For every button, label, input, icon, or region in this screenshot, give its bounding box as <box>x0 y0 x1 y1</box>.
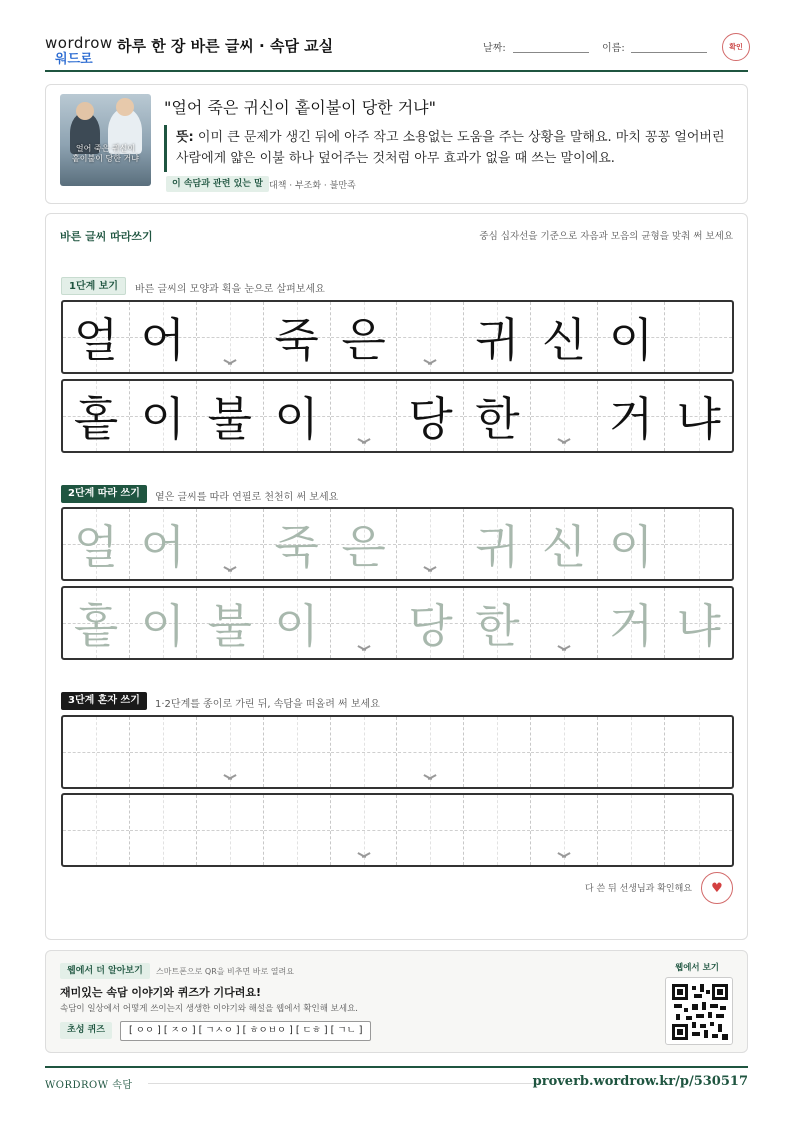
syllable: 당 <box>408 392 453 446</box>
writing-cell <box>197 302 264 372</box>
syllable: 어 <box>140 520 186 574</box>
proverb-card <box>45 84 748 204</box>
writing-cell[interactable] <box>331 717 398 787</box>
writing-cell[interactable] <box>598 588 665 658</box>
date-label: 날짜: <box>483 43 506 54</box>
writing-cell[interactable] <box>665 509 732 579</box>
syllable: 어 <box>140 313 186 367</box>
blank-row-1[interactable] <box>61 715 734 789</box>
trace-row-1[interactable] <box>61 507 734 581</box>
logo-subtext: 워드로 <box>55 52 93 67</box>
writing-cell[interactable] <box>130 795 197 865</box>
writing-cell <box>398 302 465 372</box>
writing-cell[interactable] <box>398 509 465 579</box>
writing-cell <box>598 302 665 372</box>
practice-hint: 중심 십자선을 기준으로 자음과 모음의 균형을 맞춰 써 보세요 <box>479 231 733 242</box>
syllable: 한 <box>475 392 520 446</box>
meaning-accent-bar <box>164 125 167 172</box>
syllable: 은 <box>341 520 386 574</box>
space-marker-icon <box>557 852 571 859</box>
confirm-stamp-icon <box>722 33 750 61</box>
logo-text: wordrow <box>45 34 113 52</box>
name-label: 이름: <box>602 43 625 54</box>
writing-cell[interactable] <box>130 588 197 658</box>
writing-cell[interactable] <box>398 717 465 787</box>
practice-title: 바른 글씨 따라쓰기 <box>60 230 153 243</box>
caption-line-1: 얼어 죽은 귀신이 <box>75 144 136 153</box>
writing-cell[interactable] <box>331 588 398 658</box>
writing-cell[interactable] <box>197 717 264 787</box>
space-marker-icon <box>423 566 437 573</box>
syllable: 홑 <box>73 392 119 446</box>
step-3-badge: 3단계 혼자 쓰기 <box>61 692 147 710</box>
writing-cell[interactable] <box>598 795 665 865</box>
writing-cell <box>130 381 197 451</box>
writing-cell[interactable] <box>398 588 465 658</box>
space-marker-icon <box>357 438 371 445</box>
qr-code-icon <box>672 984 728 1040</box>
proverb-meaning <box>176 127 736 169</box>
writing-cell <box>264 381 331 451</box>
writing-cell <box>331 302 398 372</box>
writing-cell[interactable] <box>63 717 130 787</box>
writing-cell[interactable] <box>63 795 130 865</box>
syllable: 얼 <box>73 313 119 367</box>
syllable: 당 <box>408 599 453 653</box>
web-subtext: 스마트폰으로 QR을 비추면 바로 열려요 <box>156 967 294 976</box>
writing-cell[interactable] <box>130 717 197 787</box>
meaning-label: 뜻: <box>176 130 194 145</box>
space-marker-icon <box>223 359 237 366</box>
writing-cell[interactable] <box>197 795 264 865</box>
writing-cell[interactable] <box>197 509 264 579</box>
syllable: 이 <box>140 599 186 653</box>
writing-cell[interactable] <box>464 795 531 865</box>
space-marker-icon <box>557 645 571 652</box>
writing-cell <box>665 302 732 372</box>
syllable: 죽 <box>274 313 319 367</box>
space-marker-icon <box>223 774 237 781</box>
space-marker-icon <box>423 774 437 781</box>
writing-cell <box>130 302 197 372</box>
footer-divider <box>45 1066 748 1068</box>
web-heading: 재미있는 속담 이야기와 퀴즈가 기다려요! <box>60 986 261 999</box>
writing-cell <box>531 381 598 451</box>
wordrow-logo[interactable] <box>45 34 113 67</box>
writing-cell[interactable] <box>464 588 531 658</box>
writing-cell[interactable] <box>264 717 331 787</box>
syllable: 거 <box>608 599 654 653</box>
syllable: 이 <box>608 520 654 574</box>
syllable: 은 <box>341 313 386 367</box>
space-marker-icon <box>223 566 237 573</box>
writing-cell[interactable] <box>598 509 665 579</box>
model-row-2 <box>61 379 734 453</box>
writing-cell <box>197 381 264 451</box>
chosung-quiz: [ ㅇㅇ ] [ ㅈㅇ ] [ ㄱㅅㅇ ] [ ㅎㅇㅂㅇ ] [ ㄷㅎ ] [ ㄱㄴ ] <box>120 1021 371 1041</box>
web-info-box <box>45 950 748 1053</box>
writing-cell[interactable] <box>598 717 665 787</box>
page-title: 하루 한 장 바른 글씨 · 속담 교실 <box>117 37 334 55</box>
heart-stamp-icon: ♥ <box>701 872 733 904</box>
writing-cell[interactable] <box>264 795 331 865</box>
syllable: 이 <box>608 313 654 367</box>
writing-cell <box>331 381 398 451</box>
syllable: 냐 <box>676 392 721 446</box>
writing-cell[interactable] <box>264 509 331 579</box>
writing-cell[interactable] <box>531 588 598 658</box>
step-2-desc: 옅은 글씨를 따라 연필로 천천히 써 보세요 <box>155 492 339 503</box>
syllable: 한 <box>475 599 520 653</box>
writing-cell <box>598 381 665 451</box>
space-marker-icon <box>557 438 571 445</box>
syllable: 귀 <box>475 313 520 367</box>
meaning-text: 이미 큰 문제가 생긴 뒤에 아주 작고 소용없는 도움을 주는 상황을 말해요. 마치 꽁꽁 얼어버린 사람에게 얇은 이불 하나 덮어주는 것처럼 아무 효과가 없을 때 쓰는 말이에요. <box>176 130 725 166</box>
syllable: 이 <box>274 599 319 653</box>
blank-row-2[interactable] <box>61 793 734 867</box>
space-marker-icon <box>423 359 437 366</box>
web-description: 속담이 일상에서 어떻게 쓰이는지 생생한 이야기와 해설을 웹에서 확인해 보세요. <box>60 1004 358 1014</box>
writing-cell <box>531 302 598 372</box>
writing-cell[interactable] <box>130 509 197 579</box>
writing-cell <box>63 302 130 372</box>
footer-url-link[interactable]: proverb.wordrow.kr/p/530517 <box>532 1074 748 1089</box>
practice-section <box>45 213 748 940</box>
writing-cell <box>464 381 531 451</box>
step-1-badge: 1단계 보기 <box>61 277 126 295</box>
illustration-caption <box>64 144 147 164</box>
related-words: 대책 · 부조화 · 불만족 <box>269 181 356 191</box>
writing-cell[interactable] <box>264 588 331 658</box>
footer-brand: WORDROW 속담 <box>45 1080 133 1091</box>
writing-cell[interactable] <box>531 717 598 787</box>
syllable: 신 <box>542 520 587 574</box>
writing-cell <box>464 302 531 372</box>
writing-cell[interactable] <box>63 588 130 658</box>
related-badge: 이 속담과 관련 있는 말 <box>166 176 269 192</box>
footer-rule <box>148 1083 538 1084</box>
writing-cell[interactable] <box>464 509 531 579</box>
page-header <box>45 30 748 72</box>
syllable: 이 <box>140 392 186 446</box>
syllable: 홑 <box>73 599 119 653</box>
writing-cell[interactable] <box>665 795 732 865</box>
writing-cell[interactable] <box>197 588 264 658</box>
qr-code[interactable] <box>665 977 733 1045</box>
syllable: 불 <box>207 599 252 653</box>
date-field[interactable] <box>513 52 589 53</box>
stamp-text: 확인 <box>729 43 743 51</box>
step-2-badge: 2단계 따라 쓰기 <box>61 485 147 503</box>
step-1-desc: 바른 글씨의 모양과 획을 눈으로 살펴보세요 <box>135 284 325 295</box>
check-text: 다 쓴 뒤 선생님과 확인해요 <box>584 884 692 894</box>
face-left-icon <box>76 102 94 120</box>
quiz-badge: 초성 퀴즈 <box>60 1022 112 1039</box>
qr-label: 웹에서 보기 <box>674 963 719 973</box>
syllable: 냐 <box>676 599 721 653</box>
caption-line-2: 홑이불이 당한 거냐 <box>72 154 139 163</box>
writing-cell <box>63 381 130 451</box>
model-row-1 <box>61 300 734 374</box>
writing-cell[interactable] <box>665 717 732 787</box>
writing-cell[interactable] <box>398 795 465 865</box>
step-3-desc: 1·2단계를 종이로 가린 뒤, 속담을 떠올려 써 보세요 <box>155 699 380 710</box>
syllable: 거 <box>608 392 654 446</box>
writing-cell[interactable] <box>331 509 398 579</box>
writing-cell <box>665 381 732 451</box>
trace-row-2[interactable] <box>61 586 734 660</box>
syllable: 불 <box>207 392 252 446</box>
web-badge: 웹에서 더 알아보기 <box>60 963 150 979</box>
writing-cell[interactable] <box>531 509 598 579</box>
writing-cell[interactable] <box>63 509 130 579</box>
syllable: 신 <box>542 313 587 367</box>
writing-cell[interactable] <box>464 717 531 787</box>
writing-cell[interactable] <box>331 795 398 865</box>
syllable: 얼 <box>73 520 119 574</box>
space-marker-icon <box>357 645 371 652</box>
syllable: 죽 <box>274 520 319 574</box>
proverb-title: "얼어 죽은 귀신이 홑이불이 당한 거냐" <box>164 98 436 117</box>
face-right-icon <box>116 98 134 116</box>
syllable: 귀 <box>475 520 520 574</box>
writing-cell <box>398 381 465 451</box>
name-field[interactable] <box>631 52 707 53</box>
proverb-illustration <box>60 94 151 186</box>
writing-cell <box>264 302 331 372</box>
writing-cell[interactable] <box>531 795 598 865</box>
space-marker-icon <box>357 852 371 859</box>
syllable: 이 <box>274 392 319 446</box>
writing-cell[interactable] <box>665 588 732 658</box>
